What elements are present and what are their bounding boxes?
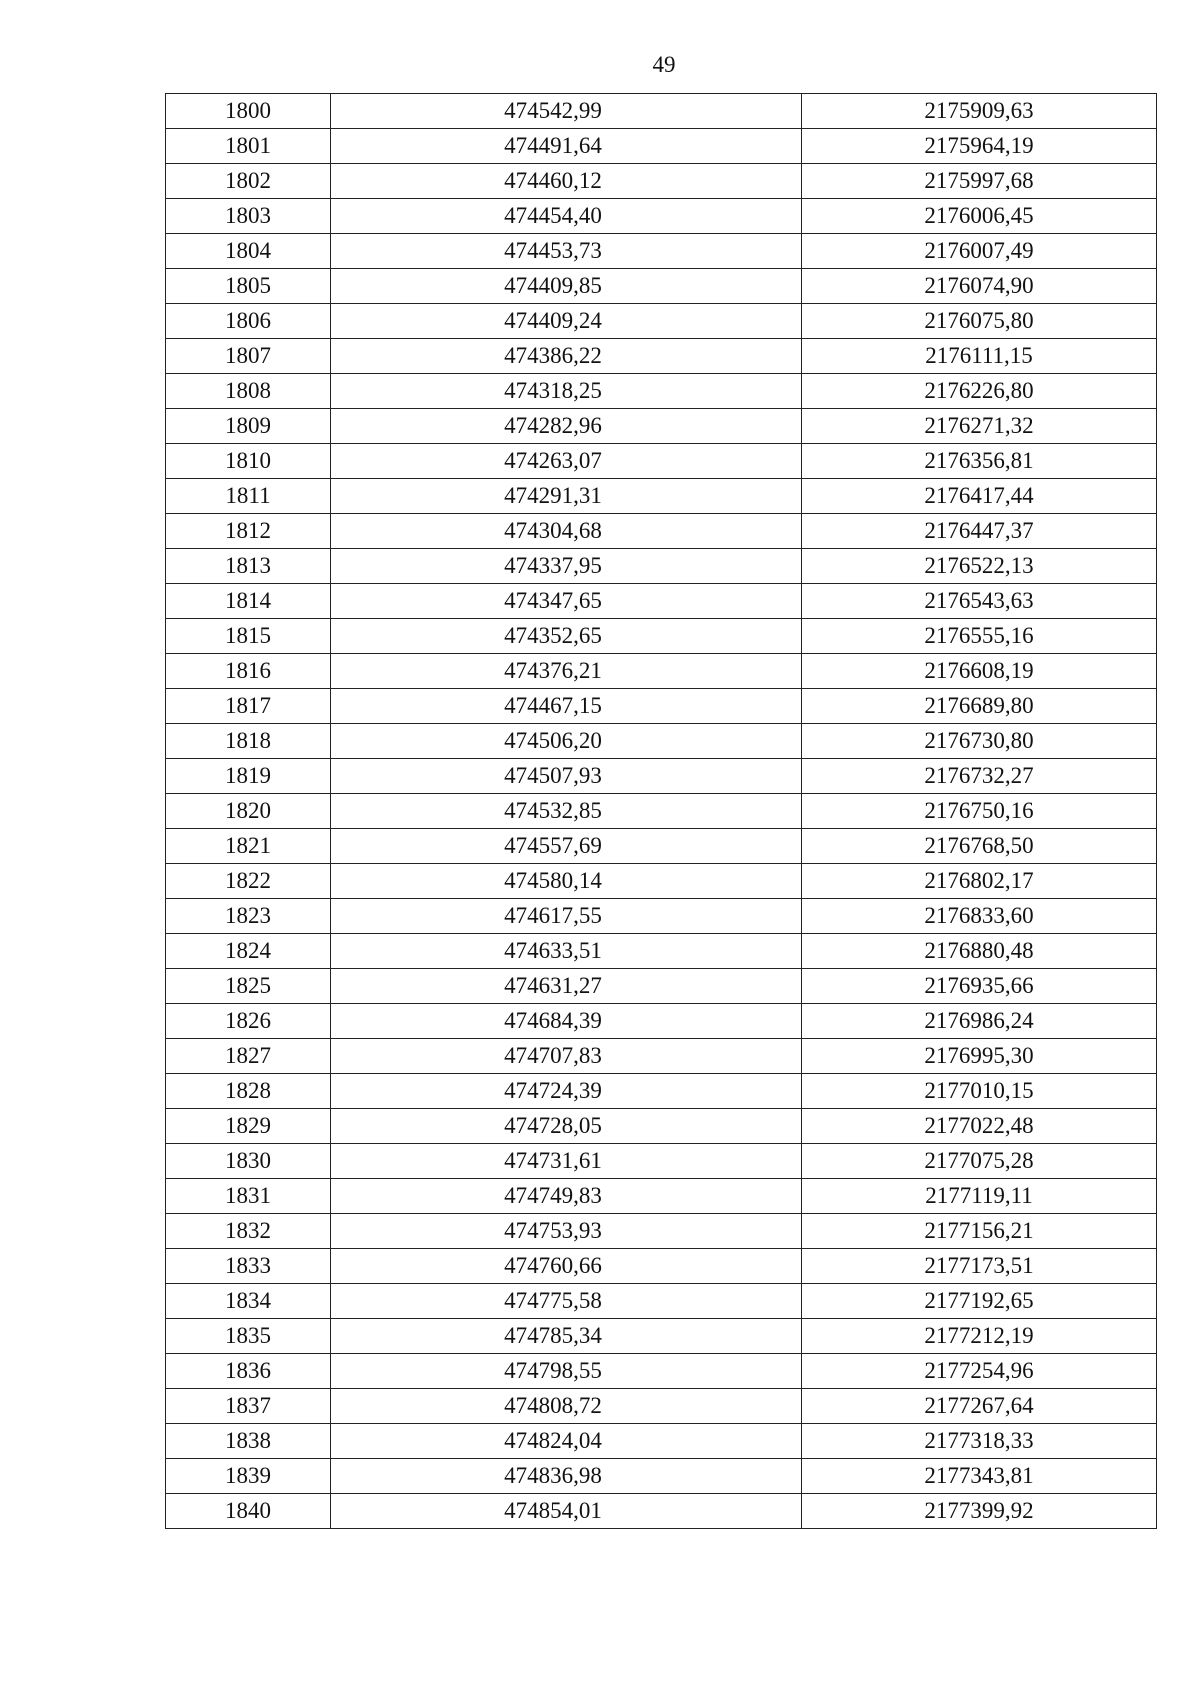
point-number-cell: 1829	[166, 1109, 331, 1144]
point-number-cell: 1812	[166, 514, 331, 549]
table-row	[166, 1459, 1157, 1494]
y-coordinate-cell: 2176986,24	[802, 1004, 1157, 1039]
point-number-cell: 1821	[166, 829, 331, 864]
y-coordinate-cell: 2175997,68	[802, 164, 1157, 199]
x-coordinate-cell: 474798,55	[331, 1354, 802, 1389]
y-coordinate-cell: 2176768,50	[802, 829, 1157, 864]
table-row	[166, 1039, 1157, 1074]
point-number-cell: 1809	[166, 409, 331, 444]
y-coordinate-cell: 2176608,19	[802, 654, 1157, 689]
y-coordinate-cell: 2176522,13	[802, 549, 1157, 584]
coordinates-table-body	[166, 94, 1157, 1529]
x-coordinate-cell: 474617,55	[331, 899, 802, 934]
point-number-cell: 1805	[166, 269, 331, 304]
table-row	[166, 794, 1157, 829]
y-coordinate-cell: 2176802,17	[802, 864, 1157, 899]
x-coordinate-cell: 474337,95	[331, 549, 802, 584]
table-row	[166, 1319, 1157, 1354]
y-coordinate-cell: 2176555,16	[802, 619, 1157, 654]
page-number: 49	[652, 52, 676, 77]
y-coordinate-cell: 2176417,44	[802, 479, 1157, 514]
point-number-cell: 1802	[166, 164, 331, 199]
y-coordinate-cell: 2176447,37	[802, 514, 1157, 549]
point-number-cell: 1813	[166, 549, 331, 584]
point-number-cell: 1831	[166, 1179, 331, 1214]
table-row	[166, 409, 1157, 444]
y-coordinate-cell: 2177173,51	[802, 1249, 1157, 1284]
table-row	[166, 1424, 1157, 1459]
y-coordinate-cell: 2177343,81	[802, 1459, 1157, 1494]
point-number-cell: 1836	[166, 1354, 331, 1389]
x-coordinate-cell: 474491,64	[331, 129, 802, 164]
table-row	[166, 549, 1157, 584]
x-coordinate-cell: 474633,51	[331, 934, 802, 969]
y-coordinate-cell: 2176750,16	[802, 794, 1157, 829]
x-coordinate-cell: 474854,01	[331, 1494, 802, 1529]
y-coordinate-cell: 2176732,27	[802, 759, 1157, 794]
x-coordinate-cell: 474507,93	[331, 759, 802, 794]
x-coordinate-cell: 474352,65	[331, 619, 802, 654]
table-row	[166, 479, 1157, 514]
table-row	[166, 1284, 1157, 1319]
point-number-cell: 1837	[166, 1389, 331, 1424]
point-number-cell: 1822	[166, 864, 331, 899]
point-number-cell: 1838	[166, 1424, 331, 1459]
y-coordinate-cell: 2176880,48	[802, 934, 1157, 969]
point-number-cell: 1817	[166, 689, 331, 724]
x-coordinate-cell: 474532,85	[331, 794, 802, 829]
y-coordinate-cell: 2176730,80	[802, 724, 1157, 759]
table-row	[166, 1389, 1157, 1424]
y-coordinate-cell: 2175909,63	[802, 94, 1157, 129]
table-row	[166, 269, 1157, 304]
point-number-cell: 1832	[166, 1214, 331, 1249]
point-number-cell: 1814	[166, 584, 331, 619]
y-coordinate-cell: 2177010,15	[802, 1074, 1157, 1109]
x-coordinate-cell: 474785,34	[331, 1319, 802, 1354]
y-coordinate-cell: 2177022,48	[802, 1109, 1157, 1144]
table-row	[166, 654, 1157, 689]
point-number-cell: 1833	[166, 1249, 331, 1284]
y-coordinate-cell: 2176271,32	[802, 409, 1157, 444]
table-row	[166, 1494, 1157, 1529]
x-coordinate-cell: 474318,25	[331, 374, 802, 409]
x-coordinate-cell: 474684,39	[331, 1004, 802, 1039]
point-number-cell: 1830	[166, 1144, 331, 1179]
y-coordinate-cell: 2176543,63	[802, 584, 1157, 619]
point-number-cell: 1808	[166, 374, 331, 409]
table-row	[166, 864, 1157, 899]
y-coordinate-cell: 2176074,90	[802, 269, 1157, 304]
x-coordinate-cell: 474347,65	[331, 584, 802, 619]
point-number-cell: 1800	[166, 94, 331, 129]
y-coordinate-cell: 2176007,49	[802, 234, 1157, 269]
point-number-cell: 1807	[166, 339, 331, 374]
table-row	[166, 164, 1157, 199]
table-row	[166, 339, 1157, 374]
y-coordinate-cell: 2176935,66	[802, 969, 1157, 1004]
y-coordinate-cell: 2177212,19	[802, 1319, 1157, 1354]
point-number-cell: 1818	[166, 724, 331, 759]
point-number-cell: 1826	[166, 1004, 331, 1039]
x-coordinate-cell: 474824,04	[331, 1424, 802, 1459]
point-number-cell: 1806	[166, 304, 331, 339]
table-row	[166, 94, 1157, 129]
x-coordinate-cell: 474453,73	[331, 234, 802, 269]
y-coordinate-cell: 2177399,92	[802, 1494, 1157, 1529]
y-coordinate-cell: 2177119,11	[802, 1179, 1157, 1214]
table-row	[166, 1214, 1157, 1249]
x-coordinate-cell: 474386,22	[331, 339, 802, 374]
x-coordinate-cell: 474808,72	[331, 1389, 802, 1424]
y-coordinate-cell: 2176689,80	[802, 689, 1157, 724]
y-coordinate-cell: 2177075,28	[802, 1144, 1157, 1179]
point-number-cell: 1820	[166, 794, 331, 829]
table-row	[166, 1004, 1157, 1039]
x-coordinate-cell: 474460,12	[331, 164, 802, 199]
x-coordinate-cell: 474631,27	[331, 969, 802, 1004]
x-coordinate-cell: 474282,96	[331, 409, 802, 444]
x-coordinate-cell: 474728,05	[331, 1109, 802, 1144]
point-number-cell: 1827	[166, 1039, 331, 1074]
x-coordinate-cell: 474454,40	[331, 199, 802, 234]
y-coordinate-cell: 2176226,80	[802, 374, 1157, 409]
point-number-cell: 1816	[166, 654, 331, 689]
table-row	[166, 619, 1157, 654]
x-coordinate-cell: 474753,93	[331, 1214, 802, 1249]
x-coordinate-cell: 474291,31	[331, 479, 802, 514]
table-row	[166, 1144, 1157, 1179]
x-coordinate-cell: 474775,58	[331, 1284, 802, 1319]
x-coordinate-cell: 474760,66	[331, 1249, 802, 1284]
y-coordinate-cell: 2176833,60	[802, 899, 1157, 934]
point-number-cell: 1810	[166, 444, 331, 479]
y-coordinate-cell: 2175964,19	[802, 129, 1157, 164]
x-coordinate-cell: 474580,14	[331, 864, 802, 899]
table-row	[166, 1074, 1157, 1109]
table-row	[166, 199, 1157, 234]
point-number-cell: 1811	[166, 479, 331, 514]
coordinates-table	[165, 93, 1157, 1529]
table-row	[166, 689, 1157, 724]
table-row	[166, 234, 1157, 269]
x-coordinate-cell: 474304,68	[331, 514, 802, 549]
table-row	[166, 1354, 1157, 1389]
point-number-cell: 1840	[166, 1494, 331, 1529]
table-row	[166, 759, 1157, 794]
table-row	[166, 829, 1157, 864]
point-number-cell: 1839	[166, 1459, 331, 1494]
x-coordinate-cell: 474376,21	[331, 654, 802, 689]
table-row	[166, 934, 1157, 969]
point-number-cell: 1824	[166, 934, 331, 969]
y-coordinate-cell: 2176006,45	[802, 199, 1157, 234]
x-coordinate-cell: 474467,15	[331, 689, 802, 724]
x-coordinate-cell: 474724,39	[331, 1074, 802, 1109]
table-row	[166, 374, 1157, 409]
y-coordinate-cell: 2176995,30	[802, 1039, 1157, 1074]
x-coordinate-cell: 474542,99	[331, 94, 802, 129]
point-number-cell: 1819	[166, 759, 331, 794]
point-number-cell: 1803	[166, 199, 331, 234]
x-coordinate-cell: 474409,85	[331, 269, 802, 304]
y-coordinate-cell: 2177192,65	[802, 1284, 1157, 1319]
table-row	[166, 724, 1157, 759]
table-row	[166, 1179, 1157, 1214]
x-coordinate-cell: 474707,83	[331, 1039, 802, 1074]
point-number-cell: 1835	[166, 1319, 331, 1354]
point-number-cell: 1823	[166, 899, 331, 934]
table-row	[166, 129, 1157, 164]
x-coordinate-cell: 474749,83	[331, 1179, 802, 1214]
y-coordinate-cell: 2176111,15	[802, 339, 1157, 374]
table-row	[166, 899, 1157, 934]
y-coordinate-cell: 2177254,96	[802, 1354, 1157, 1389]
y-coordinate-cell: 2176356,81	[802, 444, 1157, 479]
x-coordinate-cell: 474409,24	[331, 304, 802, 339]
x-coordinate-cell: 474836,98	[331, 1459, 802, 1494]
y-coordinate-cell: 2177156,21	[802, 1214, 1157, 1249]
x-coordinate-cell: 474506,20	[331, 724, 802, 759]
table-row	[166, 1109, 1157, 1144]
table-row	[166, 584, 1157, 619]
point-number-cell: 1804	[166, 234, 331, 269]
table-row	[166, 304, 1157, 339]
point-number-cell: 1828	[166, 1074, 331, 1109]
x-coordinate-cell: 474557,69	[331, 829, 802, 864]
table-row	[166, 444, 1157, 479]
x-coordinate-cell: 474731,61	[331, 1144, 802, 1179]
y-coordinate-cell: 2176075,80	[802, 304, 1157, 339]
table-row	[166, 969, 1157, 1004]
point-number-cell: 1815	[166, 619, 331, 654]
point-number-cell: 1825	[166, 969, 331, 1004]
x-coordinate-cell: 474263,07	[331, 444, 802, 479]
table-row	[166, 514, 1157, 549]
point-number-cell: 1801	[166, 129, 331, 164]
table-row	[166, 1249, 1157, 1284]
y-coordinate-cell: 2177267,64	[802, 1389, 1157, 1424]
point-number-cell: 1834	[166, 1284, 331, 1319]
y-coordinate-cell: 2177318,33	[802, 1424, 1157, 1459]
